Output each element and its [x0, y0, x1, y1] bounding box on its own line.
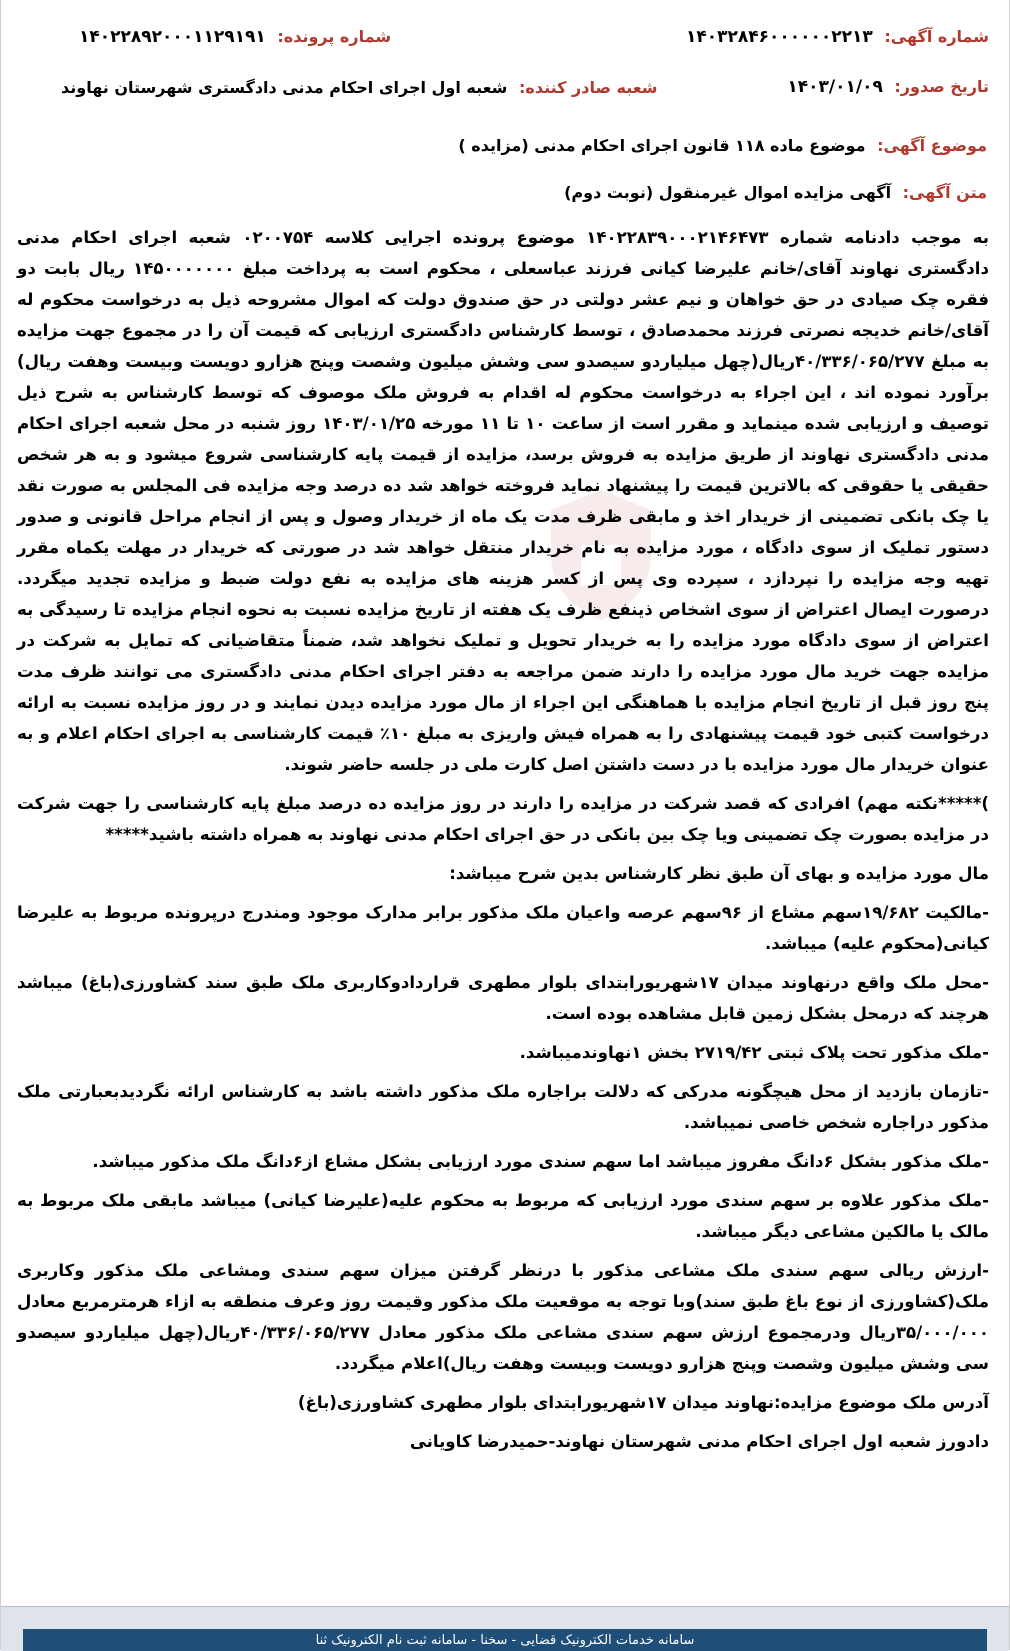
body-paragraph-registration: -ملک مذکور تحت پلاک ثبتی ۲۷۱۹/۴۲ بخش ۱نهاوندمیباشد.	[519, 1043, 989, 1062]
issuing-branch	[61, 78, 657, 97]
body-paragraph-other-owners: -ملک مذکور علاوه بر سهم سندی مورد ارزیابی که مربوط به محکوم علیه(علیرضا کیانی) میباشد مابقی ملک مربوط به مالک یا مالکین مشاعی دیگر میباشد.	[17, 1191, 989, 1241]
body-paragraph-signature: دادورز شعبه اول اجرای احکام مدنی شهرستان نهاوند-حمیدرضا کاویانی	[409, 1432, 989, 1451]
ad-number-value: ۱۴۰۳۲۸۴۶۰۰۰۰۰۰۲۲۱۳	[686, 27, 873, 47]
ad-text-title: آگهی مزایده اموال غیرمنقول (نوبت دوم)	[564, 183, 892, 202]
header-row-1	[19, 22, 989, 52]
issue-date-value: ۱۴۰۳/۰۱/۰۹	[787, 77, 883, 97]
header-row-2	[19, 72, 989, 102]
ad-body	[17, 222, 989, 1465]
ad-text-label: متن آگهی:	[902, 183, 987, 202]
body-paragraph-ownership: -مالکیت ۱۹/۶۸۲سهم مشاع از ۹۶سهم عرصه واعیان ملک مذکور برابر مدارک موجود ومندرج درپرونده مربوط به علیرضا کیانی(محکوم علیه) میباشد.	[17, 903, 989, 953]
case-number	[79, 27, 391, 47]
ad-number	[686, 27, 989, 47]
footer-bar	[23, 1629, 987, 1651]
case-number-value: ۱۴۰۲۲۸۹۲۰۰۰۱۱۲۹۱۹۱	[79, 27, 266, 47]
issuing-branch-label: شعبه صادر کننده:	[519, 77, 658, 97]
body-paragraph-important-note: )*****نکته مهم) افرادی که قصد شرکت در مزایده را دارند در روز مزایده ده درصد مبلغ پایه کارشناسی را جهت شرکت در مزایده بصورت چک تضمینی ویا چک بین بانکی در حق اجرای احکام مدنی نهاوند به همراه داشته باشید*****	[17, 794, 989, 844]
issue-date-label: تاریخ صدور:	[894, 77, 989, 96]
body-paragraph-location: -محل ملک واقع درنهاوند میدان ۱۷شهریورابتدای بلوار مطهری قراردادوکاربری ملک طبق سند کشاورزی(باغ) میباشد هرچند که درمحل بشکل زمین قابل مشاهده بوده است.	[17, 973, 990, 1023]
ad-text-heading	[19, 183, 987, 202]
issuing-branch-value: شعبه اول اجرای احکام مدنی دادگستری شهرستان نهاوند	[61, 77, 508, 97]
body-paragraph-lease: -تازمان بازدید از محل هیچگونه مدرکی که دلالت براجاره ملک مذکور داشته باشد به کارشناس ارائه نگردیدبعبارتی ملک مذکور دراجاره شخص خاصی نمیباشد.	[17, 1082, 989, 1132]
issue-date	[787, 77, 989, 97]
ad-number-label: شماره آگهی:	[884, 27, 989, 46]
ad-subject-label: موضوع آگهی:	[877, 136, 987, 155]
body-paragraph-assets-intro: مال مورد مزایده و بهای آن طبق نظر کارشناس بدین شرح میباشد:	[449, 864, 989, 883]
body-paragraph-main: به موجب دادنامه شماره ۱۴۰۲۲۸۳۹۰۰۰۲۱۴۶۴۷۳ موضوع پرونده اجرایی کلاسه ۰۲۰۰۷۵۴ شعبه اجرای احکام مدنی دادگستری نهاوند آقای/خانم علیرضا کیانی فرزند عباسعلی ، محکوم است به پرداخت مبلغ ۱۴۵۰۰۰۰۰۰۰ ریال بابت دو فقره چک صیادی در حق خواهان و نیم عشر دولتی در حق صندوق دولت که اموال مشروحه ذیل به درخواست محکوم له آقای/خانم خدیجه نصرتی فرزند محمدصادق ، توسط کارشناس دادگستری ارزیابی که قیمت آن را در مجموع جهت مزایده به مبلغ ۴۰/۳۳۶/۰۶۵/۲۷۷ریال(چهل میلیاردو سیصدو سی وشش میلیون وشصت وپنج هزارو دویست وبیست وهفت ریال) برآورد نموده اند ، این اجراء به درخواست محکوم له اقدام به فروش ملک موصوف که توسط کارشناس به شرح ذیل توصیف و ارزیابی شده مینماید و مقرر است از ساعت ۱۰ تا ۱۱ مورخه ۱۴۰۳/۰۱/۲۵ روز شنبه در محل شعبه اجرای احکام مدنی دادگستری نهاوند از طریق مزایده به فروش برسد، مزایده از قیمت پایه کارشناسی شروع میشود و به هر شخص حقیقی یا حقوقی که بالاترین قیمت را پیشنهاد نماید فروخته خواهد شد ده درصد وجه مزایده فی المجلس به صورت نقد یا چک بانکی تضمینی از خریدار اخذ و مابقی ظرف مدت یک ماه از خریدار وصول و پس از انجام مراحل قانونی و صدور دستور تملیک از سوی دادگاه ، مورد مزایده به نام خریدار منتقل خواهد شد در صورتی که خریدار در مهلت یکماه مقرر تهیه وجه مزایده را نپردازد ، سپرده وی پس از کسر هزینه های مزایده به نفع دولت ضبط و مزایده تجدید میگردد. درصورت ایصال اعتراض از سوی اشخاص ذینفع ظرف یک هفته از تاریخ مزایده نسبت به نحوه انجام مزایده تا رسیدگی به اعتراض از سوی دادگاه مورد مزایده را به خریدار تحویل و تملیک نخواهد شد، ضمناً متقاضیانی که تمایل به شرکت در مزایده جهت خرید مال مورد مزایده را دارند ضمن مراجعه به دفتر اجرای احکام مدنی دادگستری می توانند ظرف مدت پنج روز قبل از تاریخ انجام مزایده با هماهنگی این اجراء از مال مورد مزایده دیدن نمایند و در روز مزایده نسبت به ارائه درخواست کتبی خود قیمت پیشنهادی را به همراه فیش واریزی به مبلغ ۱۰٪ قیمت کارشناسی به اجرای احکام اعلام و به عنوان خریدار مال مورد مزایده با در دست داشتن اصل کارت ملی در جلسه حاضر شوند.	[17, 228, 990, 774]
ad-subject-value: موضوع ماده ۱۱۸ قانون اجرای احکام مدنی (مزایده )	[458, 136, 866, 155]
page-footer	[1, 1606, 1009, 1651]
body-paragraph-valuation: -ارزش ریالی سهم سندی ملک مشاعی مذکور با درنظر گرفتن میزان سهم سندی ومشاعی ملک مذکور وکاربری ملک(کشاورزی از نوع باغ طبق سند)وبا توجه به موقعیت ملک مذکور وقیمت روز وعرف منطقه به ازاء هرمترمربع معادل ۳۵/۰۰۰/۰۰۰ریال ودرمجموع ارزش سهم سندی مشاعی ملک مذکور معادل ۴۰/۳۳۶/۰۶۵/۲۷۷ریال(چهل میلیاردو سیصدو سی وشش میلیون وشصت وپنج هزارو دویست وبیست وهفت ریال)اعلام میگردد.	[17, 1261, 989, 1373]
body-paragraph-address: آدرس ملک موضوع مزایده:نهاوند میدان ۱۷شهریورابتدای بلوار مطهری کشاورزی(باغ)	[297, 1393, 989, 1412]
ad-subject	[19, 136, 987, 155]
case-number-label: شماره پرونده:	[277, 27, 392, 46]
body-paragraph-shape: -ملک مذکور بشکل ۶دانگ مفروز میباشد اما سهم سندی مورد ارزیابی بشکل مشاع از۶دانگ ملک مذکور میباشد.	[92, 1152, 989, 1171]
footer-text: سامانه خدمات الکترونیک قضایی - سخنا - سامانه ثبت نام الکترونیک ثنا	[315, 1632, 695, 1648]
